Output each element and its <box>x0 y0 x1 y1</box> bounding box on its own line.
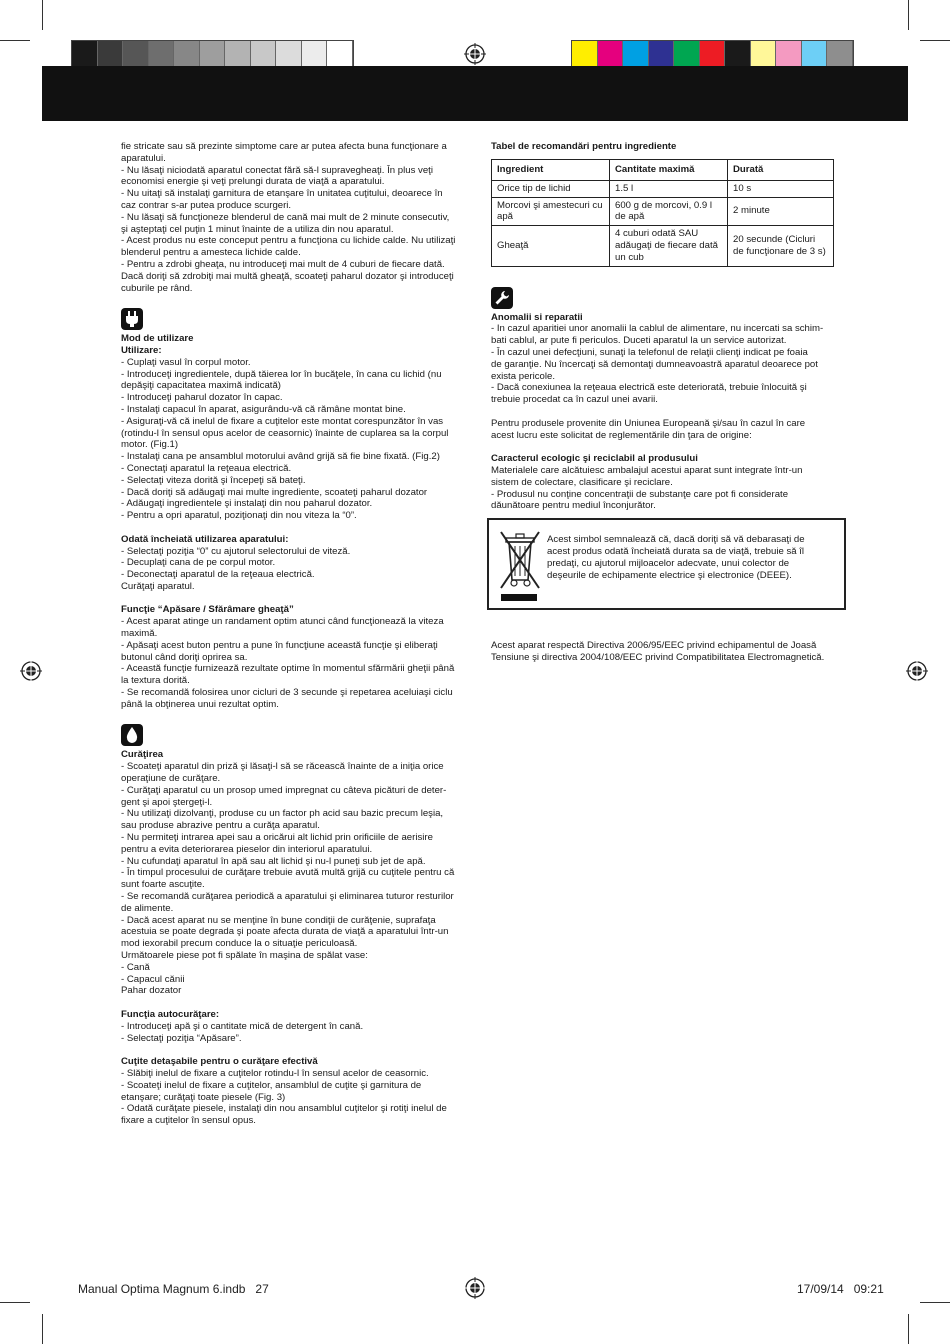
text-line: - Nu lăsaţi să funcţioneze blenderul de cană mai mult de 2 minute consecutiv, <box>121 211 450 223</box>
text-line: - Produsul nu conţine concentraţii de substanţe care pot fi considerate <box>491 488 789 500</box>
pulse-function-text <box>121 616 466 710</box>
footer-date-time: 17/09/14 09:21 <box>797 1282 884 1296</box>
color-swatch <box>700 41 726 69</box>
color-swatch <box>72 41 98 69</box>
text-line: - Selectaţi viteza dorită şi începeţi să bateţi. <box>121 474 306 486</box>
text-line: - Asiguraţi-vă că inelul de fixare a cuţitelor este montat corespunzător în vas <box>121 415 444 427</box>
text-line: - Introduceţi ingredientele, după tăierea lor în bucăţele, în cana cu lichid (nu <box>121 368 442 380</box>
text-line: - Nu utilizaţi dizolvanţi, produse cu un factor ph acid sau bazic precum leşia, <box>121 808 444 820</box>
after-use-steps <box>121 546 466 593</box>
color-swatch <box>674 41 700 69</box>
section-title-ecology: Caracterul ecologic şi reciclabil al produsului <box>491 453 698 465</box>
crop-mark <box>42 0 43 30</box>
text-line: Acest simbol semnalează că, dacă doriţi să vă debarasaţi de <box>547 534 805 546</box>
color-swatch <box>251 41 277 69</box>
crop-mark <box>920 40 950 41</box>
text-line: bati cablul, ar pute fi periculos. Duceti aparatul la un service autorizat. <box>491 335 787 347</box>
text-line: caz contrar s-ar putea produce scurgeri. <box>121 199 292 211</box>
text-line: fie stricate sau să prezinte simptome care ar putea afecta buna funcţionare a <box>121 141 447 152</box>
section-title-pulse-function: Funcţie “Apăsare / Sfărâmare gheaţă” <box>121 604 294 616</box>
text-line: - Se recomandă folosirea unor cicluri de 3 secunde şi repetarea aceluiaşi ciclu <box>121 687 453 699</box>
text-line: şi aşteptaţi cel puţin 1 minut înainte de a utiliza din nou aparatul. <box>121 223 394 235</box>
safety-warnings <box>121 141 466 294</box>
text-line: maximă. <box>121 628 158 640</box>
text-line: economisi energie şi veţi prelungi durata de viaţă a aparatului. <box>121 176 385 188</box>
ecology-text <box>491 465 841 512</box>
color-swatch <box>174 41 200 69</box>
registration-mark-icon <box>464 1277 486 1299</box>
table-row <box>492 180 834 197</box>
text-line: - Cuplaţi vasul în corpul motor. <box>121 356 251 368</box>
text-line: - Acest aparat atinge un randament optim atunci când funcţionează la viteza <box>121 616 444 628</box>
table-cell: 4 cuburi odată SAU adăugaţi de fiecare dată un cub <box>610 226 728 266</box>
text-line: pentru a evita deteriorarea pieselor din interiorul aparatului. <box>121 843 373 855</box>
color-swatch <box>776 41 802 69</box>
text-line: mod iexorabil precum conduce la o situaţie periculoasă. <box>121 938 358 950</box>
color-swatch <box>123 41 149 69</box>
text-line: până la obţinerea unui rezultat optim. <box>121 698 279 710</box>
table-cell: 1.5 l <box>610 180 728 197</box>
text-line: fixare a cuţitelor în sensul opus. <box>121 1115 256 1127</box>
text-line: - Instalaţi cana pe ansamblul motorului având grijă să fie bine fixată. (Fig.2) <box>121 451 440 463</box>
registration-mark-icon <box>464 43 486 65</box>
table-cell: Morcovi şi amestecuri cu apă <box>492 197 610 226</box>
self-cleaning-text <box>121 1021 466 1045</box>
text-line: - Deconectaţi aparatul de la reţeaua electrică. <box>121 569 315 581</box>
text-line: - Dacă acest aparat nu se menţine în bune condiţii de curăţenie, suprafaţa <box>121 914 436 926</box>
table-title: Tabel de recomandări pentru ingrediente <box>491 141 677 152</box>
text-line: - Această funcţie furnizează rezultate optime în momentul sfărmării gheţii până <box>121 663 455 675</box>
text-line: - Nu uitaţi să instalaţi garnitura de etanşare în unitatea cuţitului, deoarece în <box>121 188 443 200</box>
text-line: cuburile pe rând. <box>121 282 193 294</box>
text-line: (rotindu-l în sensul opus acelor de ceasornic) înainte de cuplarea sa la corpul <box>121 427 449 439</box>
table-cell: 20 secunde (Cicluri de funcţionare de 3 s) <box>728 226 834 266</box>
color-swatch <box>200 41 226 69</box>
text-line: blenderul pentru a amesteca lichide calde. <box>121 247 301 259</box>
color-swatch <box>225 41 251 69</box>
text-line: - Introduceţi apă şi o cantitate mică de detergent în cană. <box>121 1020 364 1032</box>
text-line: - Odată curăţate piesele, instalaţi din nou ansamblul cuţitelor şi rotiţi inelul de <box>121 1103 447 1115</box>
section-title-mode: Mod de utilizare <box>121 333 194 345</box>
text-line: - Scoateţi inelul de fixare a cuţitelor, ansamblul de cuţite şi garnitura de <box>121 1079 422 1091</box>
usage-steps <box>121 357 466 522</box>
table-row <box>492 226 834 266</box>
footer-file-name: Manual Optima Magnum 6.indb 27 <box>78 1282 269 1296</box>
crop-mark <box>42 1314 43 1344</box>
text-line: motor. (Fig.1) <box>121 439 179 451</box>
text-line: - Nu cufundaţi aparatul în apă sau alt lichid şi nu-l puneţi sub jet de apă. <box>121 855 426 867</box>
anomalies-text <box>491 323 841 406</box>
text-line: Pahar dozator <box>121 985 182 997</box>
text-line: Următoarele piese pot fi spălate în maşina de spălat vase: <box>121 950 368 961</box>
text-line: - In cazul aparitiei unor anomalii la cablul de alimentare, nu incercati sa schim- <box>491 323 824 335</box>
color-swatch <box>149 41 175 69</box>
text-line: operaţiune de curăţare. <box>121 773 221 785</box>
text-line: Pentru produsele provenite din Uniunea Europeană şi/sau în cazul în care <box>491 417 806 429</box>
text-line: - Pentru a zdrobi gheaţa, nu introduceţi mai mult de 4 cuburi de fiecare dată. <box>121 258 445 270</box>
text-line: - Curăţaţi aparatul cu un prosop umed impregnat cu câteva picături de deter- <box>121 784 447 796</box>
text-line: acestuia se poate degrada şi poate afecta durata de viaţă a aparatului într-un <box>121 926 449 938</box>
text-line: acest produs odată încheiată durata sa de viaţă, trebuie să îl <box>547 545 805 557</box>
table-cell: 600 g de morcovi, 0.9 l de apă <box>610 197 728 226</box>
text-line: butonul când doriţi oprirea sa. <box>121 651 248 663</box>
text-line: - În timpul procesului de curăţare trebuie avută multă grijă cu cuţitele pentru că <box>121 867 455 879</box>
text-line: de alimente. <box>121 902 174 914</box>
color-swatch <box>802 41 828 69</box>
weee-notice-box <box>487 518 846 610</box>
table-header-ingredient: Ingredient <box>492 159 610 180</box>
text-line: - În cazul unei defecţiuni, sunaţi la telefonul de relaţii clienţi indicat pe foaia <box>491 346 808 358</box>
cleaning-text <box>121 761 466 997</box>
color-swatch <box>725 41 751 69</box>
text-line: - Decuplaţi cana de pe corpul motor. <box>121 557 276 569</box>
text-line: Dacă doriţi să zdrobiţi mai multă gheaţă, scoateţi paharul dozator şi introduceţi <box>121 270 454 282</box>
water-drop-icon <box>121 724 143 746</box>
registration-mark-icon <box>906 660 928 682</box>
color-swatch <box>751 41 777 69</box>
text-line: - Se recomandă curăţarea periodică a aparatului şi eliminarea tuturor resturilor <box>121 891 454 903</box>
right-column <box>491 141 841 664</box>
directive-text <box>491 640 841 664</box>
section-title-usage: Utilizare: <box>121 344 162 356</box>
text-line: predaţi, cu ajutorul mijloacelor adecvate, unui colector de <box>547 557 790 569</box>
table-header-row <box>492 159 834 180</box>
text-line: la textura dorită. <box>121 675 190 687</box>
header-banner <box>42 66 908 121</box>
color-swatch <box>649 41 675 69</box>
wrench-icon <box>491 287 513 309</box>
text-line: - Dacă doriţi să adăugaţi mai multe ingrediente, scoateţi paharul dozator <box>121 486 428 498</box>
ingredients-table <box>491 159 834 267</box>
color-swatch <box>598 41 624 69</box>
registration-mark-icon <box>20 660 42 682</box>
text-line: - Capacul cănii <box>121 973 185 985</box>
text-line: sau produse abrazive pentru a curăţa aparatul. <box>121 820 320 832</box>
text-line: de garanţie. Nu încercaţi să demontaţi dumneavoastră aparatul deoarece pot <box>491 358 818 370</box>
text-line: - Introduceţi paharul dozator în capac. <box>121 392 283 404</box>
text-line: sunt foarte ascuţite. <box>121 879 205 891</box>
crop-mark <box>920 1302 950 1303</box>
text-line: - Slăbiţi inelul de fixare a cuţitelor rotindu-l în sensul acelor de ceasornic. <box>121 1067 429 1079</box>
text-line: - Instalaţi capacul în aparat, asigurându-vă că rămâne montat bine. <box>121 403 406 415</box>
text-line: - Conectaţi aparatul la reţeaua electrică. <box>121 462 292 474</box>
table-cell: 2 minute <box>728 197 834 226</box>
section-title-removable-blades: Cuţite detaşabile pentru o curăţare efectivă <box>121 1056 318 1068</box>
text-line: - Nu permiteţi intrarea apei sau a oricărui alt lichid prin orificiile de aerisire <box>121 832 433 844</box>
text-line: aparatului. <box>121 152 166 164</box>
left-column <box>121 141 466 1127</box>
text-line: - Acest produs nu este conceput pentru a funcţiona cu lichide calde. Nu utilizaţi <box>121 235 456 247</box>
color-swatch <box>827 41 853 69</box>
text-line: sistem de colectare, clasificare şi reciclare. <box>491 476 673 488</box>
table-row <box>492 197 834 226</box>
text-line: - Apăsaţi acest buton pentru a pune în funcţiune această funcţie şi eliberaţi <box>121 639 438 651</box>
text-line: - Nu lăsaţi niciodată aparatul conectat fără să-l supravegheaţi. În plus veţi <box>121 164 433 176</box>
text-line: trebuie procedat ca în cazul unei avarii. <box>491 394 658 406</box>
plug-icon <box>121 308 143 330</box>
text-line: - Selectaţi poziţia “0” cu ajutorul selectorului de viteză. <box>121 545 351 557</box>
table-cell: 10 s <box>728 180 834 197</box>
text-line: dăunătoare pentru mediul înconjurător. <box>491 500 656 512</box>
text-line: acest lucru este solicitat de reglementările din ţara de origine: <box>491 429 752 441</box>
crop-mark <box>0 1302 30 1303</box>
weee-text <box>547 534 837 581</box>
text-line: depăşiţi capacitatea maximă indicată) <box>121 380 281 392</box>
text-line: gent şi apoi ştergeţi-l. <box>121 796 213 808</box>
text-line: deşeurile de echipamente electrice şi electronice (DEEE). <box>547 569 792 581</box>
text-line: - Dacă conexiunea la reţeaua electrică este deteriorată, trebuie înlocuită şi <box>491 382 807 394</box>
crossed-out-bin-icon <box>495 528 543 602</box>
section-title-anomalies: Anomalii si reparatii <box>491 311 583 323</box>
section-title-self-cleaning: Funcţia autocurăţare: <box>121 1008 220 1020</box>
crop-mark <box>0 40 30 41</box>
removable-blades-text <box>121 1068 466 1127</box>
crop-mark <box>908 0 909 30</box>
crop-mark <box>908 1314 909 1344</box>
text-line: etanşare; curăţaţi toate piesele (Fig. 3) <box>121 1091 286 1103</box>
text-line: - Selectaţi poziţia “Apăsare”. <box>121 1032 242 1044</box>
eu-note <box>491 418 841 442</box>
table-header-duration: Durată <box>728 159 834 180</box>
text-line: exista pericole. <box>491 370 555 382</box>
table-cell: Orice tip de lichid <box>492 180 610 197</box>
text-line: Tensiune şi directiva 2004/108/EEC privind Compatibilitatea Electromagnetică. <box>491 651 825 663</box>
section-title-after-use: Odată încheiată utilizarea aparatului: <box>121 533 289 545</box>
color-swatch <box>572 41 598 69</box>
text-line: - Scoateţi aparatul din priză şi lăsaţi-l să se răcească înainte de a iniţia orice <box>121 761 444 773</box>
table-header-quantity: Cantitate maximă <box>610 159 728 180</box>
text-line: - Adăugaţi ingredientele şi instalaţi din nou paharul dozator. <box>121 498 373 510</box>
text-line: - Cană <box>121 961 150 973</box>
text-line: Curăţaţi aparatul. <box>121 580 195 592</box>
color-swatch <box>276 41 302 69</box>
color-swatch <box>327 41 353 69</box>
text-line: Acest aparat respectă Directiva 2006/95/EEC privind echipamentul de Joasă <box>491 640 817 652</box>
color-swatch <box>302 41 328 69</box>
table-cell: Gheaţă <box>492 226 610 266</box>
text-line: Materialele care alcătuiesc ambalajul acestui aparat sunt integrate într-un <box>491 464 803 476</box>
section-title-cleaning: Curăţirea <box>121 749 164 761</box>
color-swatch <box>98 41 124 69</box>
text-line: - Pentru a opri aparatul, poziţionaţi din nou viteza la “0”. <box>121 510 357 522</box>
color-swatch <box>623 41 649 69</box>
